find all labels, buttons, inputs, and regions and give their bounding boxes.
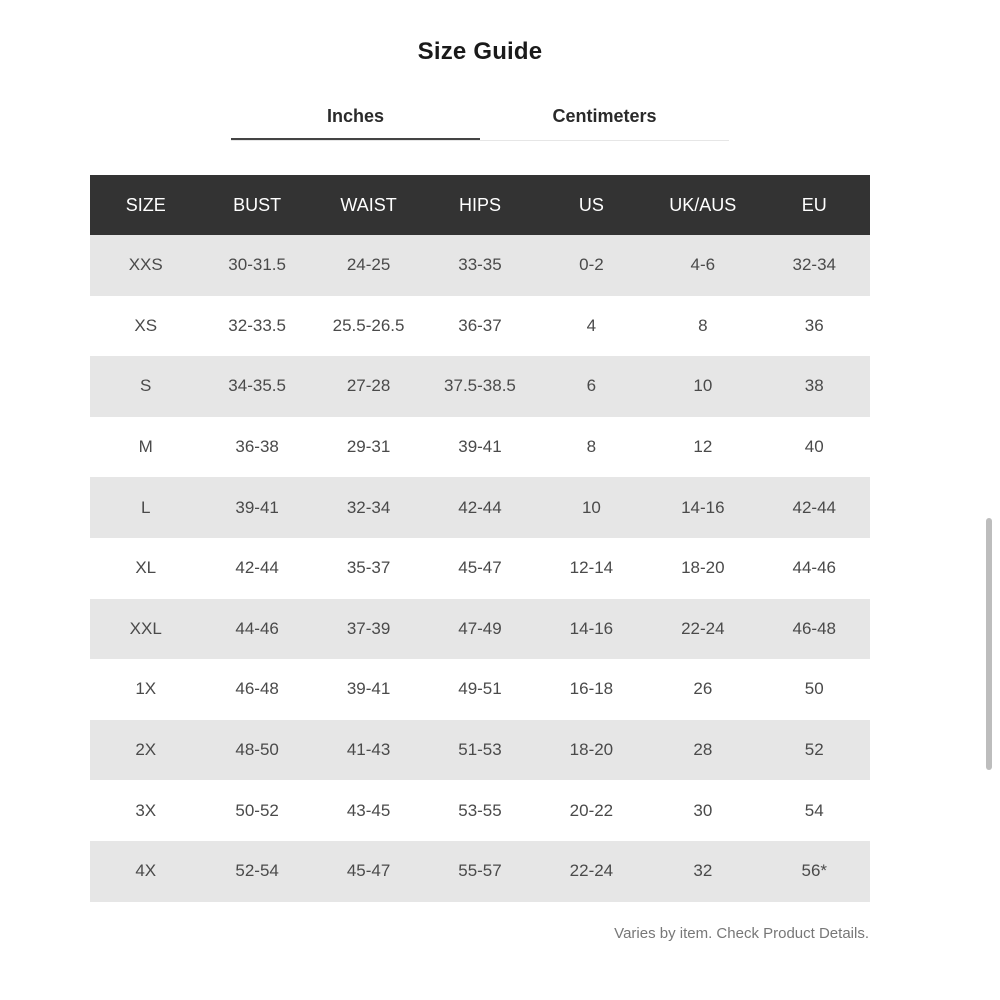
table-cell-uk-aus: 22-24 bbox=[681, 618, 725, 638]
table-cell-hips: 37.5-38.5 bbox=[444, 376, 516, 396]
table-row bbox=[90, 599, 870, 660]
table-cell-bust: 36-38 bbox=[235, 437, 279, 457]
table-cell-eu: 36 bbox=[804, 315, 824, 335]
table-cell-waist: 41-43 bbox=[346, 740, 391, 760]
table-cell-bust: 30-31.5 bbox=[228, 255, 286, 275]
table-cell-size: L bbox=[140, 497, 151, 517]
table-cell-waist: 29-31 bbox=[346, 437, 391, 457]
table-cell-waist: 45-47 bbox=[346, 861, 391, 881]
table-cell-waist: 35-37 bbox=[346, 558, 391, 578]
table-cell-bust: 32-33.5 bbox=[228, 315, 286, 335]
table-cell-hips: 55-57 bbox=[458, 861, 502, 881]
table-cell-us: 8 bbox=[586, 437, 597, 457]
table-row bbox=[90, 659, 870, 720]
table-cell-eu: 32-34 bbox=[792, 255, 836, 275]
table-cell-eu: 52 bbox=[804, 740, 824, 760]
table-cell-uk-aus: 18-20 bbox=[681, 558, 725, 578]
table-cell-hips: 49-51 bbox=[458, 679, 502, 699]
table-cell-size: XXL bbox=[129, 618, 162, 638]
table-cell-uk-aus: 26 bbox=[693, 679, 713, 699]
table-cell-eu: 56* bbox=[801, 861, 828, 881]
table-cell-bust: 52-54 bbox=[235, 861, 279, 881]
table-cell-hips: 45-47 bbox=[458, 558, 502, 578]
table-cell-uk-aus: 10 bbox=[693, 376, 713, 396]
table-header-row bbox=[90, 175, 870, 235]
table-cell-size: 1X bbox=[135, 679, 157, 699]
table-cell-us: 18-20 bbox=[569, 740, 614, 760]
table-cell-waist: 27-28 bbox=[346, 376, 391, 396]
table-cell-size: 4X bbox=[135, 861, 157, 881]
table-cell-uk-aus: 30 bbox=[693, 800, 713, 820]
table-cell-bust: 39-41 bbox=[235, 497, 279, 517]
table-cell-uk-aus: 8 bbox=[698, 315, 708, 335]
table-row bbox=[90, 356, 870, 417]
table-row bbox=[90, 538, 870, 599]
table-cell-waist: 37-39 bbox=[346, 618, 391, 638]
tab-centimeters[interactable]: Centimeters bbox=[552, 106, 657, 126]
table-cell-eu: 42-44 bbox=[792, 497, 836, 517]
table-row bbox=[90, 841, 870, 902]
table-cell-bust: 34-35.5 bbox=[228, 376, 286, 396]
table-cell-eu: 46-48 bbox=[792, 618, 836, 638]
table-cell-uk-aus: 28 bbox=[693, 740, 713, 760]
column-header-size: SIZE bbox=[125, 194, 166, 215]
unit-tabs bbox=[231, 100, 729, 141]
tab-inches[interactable]: Inches bbox=[231, 100, 480, 140]
table-cell-waist: 25.5-26.5 bbox=[332, 315, 405, 335]
table-cell-size: M bbox=[138, 437, 153, 457]
table-cell-bust: 44-46 bbox=[235, 618, 279, 638]
table-cell-waist: 32-34 bbox=[346, 497, 391, 517]
column-header-us: US bbox=[578, 194, 604, 215]
table-cell-size: XL bbox=[135, 558, 157, 578]
table-cell-eu: 50 bbox=[804, 679, 824, 699]
table-cell-eu: 54 bbox=[804, 800, 824, 820]
table-cell-us: 10 bbox=[581, 497, 601, 517]
table-cell-hips: 47-49 bbox=[458, 618, 502, 638]
table-cell-us: 22-24 bbox=[569, 861, 614, 881]
table-cell-hips: 53-55 bbox=[458, 800, 502, 820]
column-header-eu: EU bbox=[801, 194, 827, 215]
table-row bbox=[90, 235, 870, 296]
column-header-waist: WAIST bbox=[340, 194, 397, 215]
table-cell-hips: 33-35 bbox=[458, 255, 502, 275]
table-cell-hips: 39-41 bbox=[458, 437, 502, 457]
table-cell-size: 2X bbox=[135, 740, 157, 760]
table-cell-size: XXS bbox=[128, 255, 163, 275]
table-row bbox=[90, 296, 870, 357]
table-cell-bust: 46-48 bbox=[235, 679, 279, 699]
table-cell-us: 4 bbox=[586, 315, 597, 335]
table-cell-bust: 48-50 bbox=[235, 740, 279, 760]
table-cell-us: 20-22 bbox=[569, 800, 614, 820]
table-cell-hips: 42-44 bbox=[458, 497, 502, 517]
table-cell-eu: 38 bbox=[804, 376, 824, 396]
table-cell-waist: 39-41 bbox=[346, 679, 391, 699]
table-cell-bust: 42-44 bbox=[235, 558, 279, 578]
footnote: Varies by item. Check Product Details. bbox=[614, 925, 869, 942]
table-cell-us: 14-16 bbox=[569, 618, 614, 638]
column-header-bust: BUST bbox=[233, 194, 282, 215]
table-cell-uk-aus: 32 bbox=[693, 861, 713, 881]
table-row bbox=[90, 417, 870, 478]
table-cell-size: S bbox=[140, 376, 152, 396]
table-row bbox=[90, 477, 870, 538]
table-cell-us: 12-14 bbox=[569, 558, 614, 578]
table-cell-hips: 36-37 bbox=[458, 315, 502, 335]
table-row bbox=[90, 780, 870, 841]
table-cell-uk-aus: 14-16 bbox=[681, 497, 725, 517]
table-cell-uk-aus: 4-6 bbox=[690, 255, 716, 275]
table-cell-size: 3X bbox=[135, 800, 157, 820]
table-cell-waist: 24-25 bbox=[346, 255, 391, 275]
table-cell-eu: 40 bbox=[804, 437, 824, 457]
page-title: Size Guide bbox=[417, 38, 543, 65]
table-body bbox=[90, 235, 870, 902]
size-table bbox=[90, 175, 870, 902]
table-cell-eu: 44-46 bbox=[792, 558, 836, 578]
table-cell-us: 0-2 bbox=[579, 255, 604, 275]
table-cell-us: 16-18 bbox=[569, 679, 614, 699]
scrollbar-thumb[interactable] bbox=[986, 518, 992, 770]
table-cell-uk-aus: 12 bbox=[693, 437, 713, 457]
table-cell-hips: 51-53 bbox=[458, 740, 502, 760]
table-row bbox=[90, 720, 870, 781]
table-cell-bust: 50-52 bbox=[235, 800, 279, 820]
table-cell-waist: 43-45 bbox=[346, 800, 391, 820]
column-header-hips: HIPS bbox=[458, 194, 501, 215]
column-header-uk-aus: UK/AUS bbox=[669, 194, 737, 215]
table-cell-size: XS bbox=[134, 315, 158, 335]
table-cell-us: 6 bbox=[586, 376, 597, 396]
